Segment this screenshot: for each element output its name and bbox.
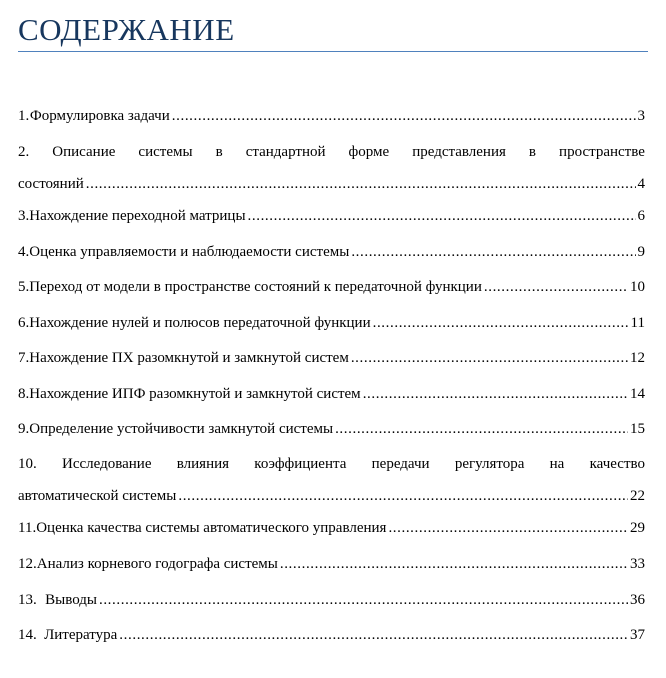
toc-leader-dots xyxy=(388,519,628,537)
toc-entry-number: 2. xyxy=(18,144,30,160)
toc-entry-number: 8. xyxy=(18,386,30,402)
toc-entry-3[interactable] xyxy=(18,207,645,225)
toc-leader-dots xyxy=(178,487,628,505)
toc-entry-title: Переход от модели в пространстве состояний к передаточной функции xyxy=(29,279,482,295)
toc-entry-page: 37 xyxy=(630,627,645,643)
toc-word: на xyxy=(549,456,565,472)
toc-entry-13[interactable] xyxy=(18,591,645,609)
toc-leader-dots xyxy=(373,314,629,332)
toc-entry-title: Нахождение переходной матрицы xyxy=(29,208,246,224)
toc-entry-number: 3. xyxy=(18,208,30,224)
toc-entry-10[interactable] xyxy=(18,455,645,505)
toc-entry-title-line1 xyxy=(18,143,645,161)
toc-entry-title: Оценка управляемости и наблюдаемости системы xyxy=(29,244,350,260)
toc-entry-page: 3 xyxy=(637,108,645,124)
toc-word: Описание xyxy=(52,144,116,160)
toc-entry-page: 11 xyxy=(630,315,645,331)
toc-word: коэффициента xyxy=(254,456,347,472)
toc-entry-page: 10 xyxy=(630,279,645,295)
toc-entry-title: Определение устойчивости замкнутой системы xyxy=(29,421,334,437)
toc-entry-number: 11. xyxy=(18,520,37,536)
page-title: СОДЕРЖАНИЕ xyxy=(18,12,235,47)
toc-entry-title: Формулировка задачи xyxy=(29,108,170,124)
toc-entry-page: 9 xyxy=(637,244,645,260)
toc-word: передачи xyxy=(371,456,430,472)
toc-leader-dots xyxy=(99,591,628,609)
toc-leader-dots xyxy=(119,626,628,644)
toc-word: в xyxy=(528,144,537,160)
toc-entry-8[interactable] xyxy=(18,385,645,403)
toc-entry-number: 6. xyxy=(18,315,30,331)
toc-entry-title-line2: состояний xyxy=(18,176,84,192)
title-underline xyxy=(18,51,648,52)
toc-entry-number: 10. xyxy=(18,456,37,472)
toc-word: пространстве xyxy=(559,144,645,160)
toc-leader-dots xyxy=(172,107,636,125)
toc-leader-dots xyxy=(351,349,628,367)
toc-entry-page: 6 xyxy=(637,208,645,224)
toc-entry-page: 12 xyxy=(630,350,645,366)
toc-entry-12[interactable] xyxy=(18,555,645,573)
toc-entry-6[interactable] xyxy=(18,314,645,332)
toc-entry-number: 14. xyxy=(18,627,37,643)
toc-entry-9[interactable] xyxy=(18,420,645,438)
toc-word: Исследование xyxy=(62,456,152,472)
toc-leader-dots xyxy=(280,555,628,573)
toc-entry-number: 4. xyxy=(18,244,30,260)
toc-entry-number: 7. xyxy=(18,350,30,366)
toc-entry-5[interactable] xyxy=(18,278,645,296)
toc-word: стандартной xyxy=(245,144,326,160)
toc-leader-dots xyxy=(484,278,628,296)
toc-word: в xyxy=(215,144,223,160)
toc-entry-number: 1. xyxy=(18,108,30,124)
toc-entry-title: Оценка качества системы автоматического управления xyxy=(36,520,387,536)
toc-leader-dots xyxy=(363,385,628,403)
toc-entry-title: Нахождение ИПФ разомкнутой и замкнутой систем xyxy=(29,386,361,402)
toc-word: качество xyxy=(589,456,645,472)
toc-word: форме xyxy=(348,144,390,160)
toc-entry-2[interactable] xyxy=(18,143,645,193)
toc-entry-7[interactable] xyxy=(18,349,645,367)
toc-entry-1[interactable] xyxy=(18,107,645,125)
toc-leader-dots xyxy=(248,207,636,225)
toc-leader-dots xyxy=(86,175,636,193)
toc-entry-page: 15 xyxy=(630,421,645,437)
toc-entry-page: 33 xyxy=(630,556,645,572)
toc-entry-title: Нахождение нулей и полюсов передаточной функции xyxy=(29,315,371,331)
toc-entry-page: 29 xyxy=(630,520,645,536)
toc-entry-11[interactable] xyxy=(18,519,645,537)
toc-leader-dots xyxy=(351,243,635,261)
toc-entry-page: 36 xyxy=(630,592,645,608)
toc-entry-page: 14 xyxy=(630,386,645,402)
toc-entry-title-line1 xyxy=(18,455,645,473)
toc-entry-title: Нахождение ПХ разомкнутой и замкнутой систем xyxy=(29,350,349,366)
toc-leader-dots xyxy=(335,420,628,438)
toc-word: системы xyxy=(138,144,193,160)
toc-word: влияния xyxy=(176,456,230,472)
toc-entry-page: 22 xyxy=(630,488,645,504)
toc-entry-page: 4 xyxy=(637,176,645,192)
toc-entry-number: 13. xyxy=(18,592,37,608)
toc-word: представления xyxy=(412,144,506,160)
toc-entry-4[interactable] xyxy=(18,243,645,261)
toc-entry-number: 12. xyxy=(18,556,37,572)
toc-entry-title-line2: автоматической системы xyxy=(18,488,177,504)
toc-entry-number: 5. xyxy=(18,279,30,295)
toc-entry-number: 9. xyxy=(18,421,30,437)
toc-entry-title: Литература xyxy=(44,627,118,643)
toc-word: регулятора xyxy=(454,456,525,472)
toc-entry-title: Анализ корневого годографа системы xyxy=(36,556,278,572)
toc-entry-14[interactable] xyxy=(18,626,645,644)
toc-entry-title: Выводы xyxy=(45,592,97,608)
